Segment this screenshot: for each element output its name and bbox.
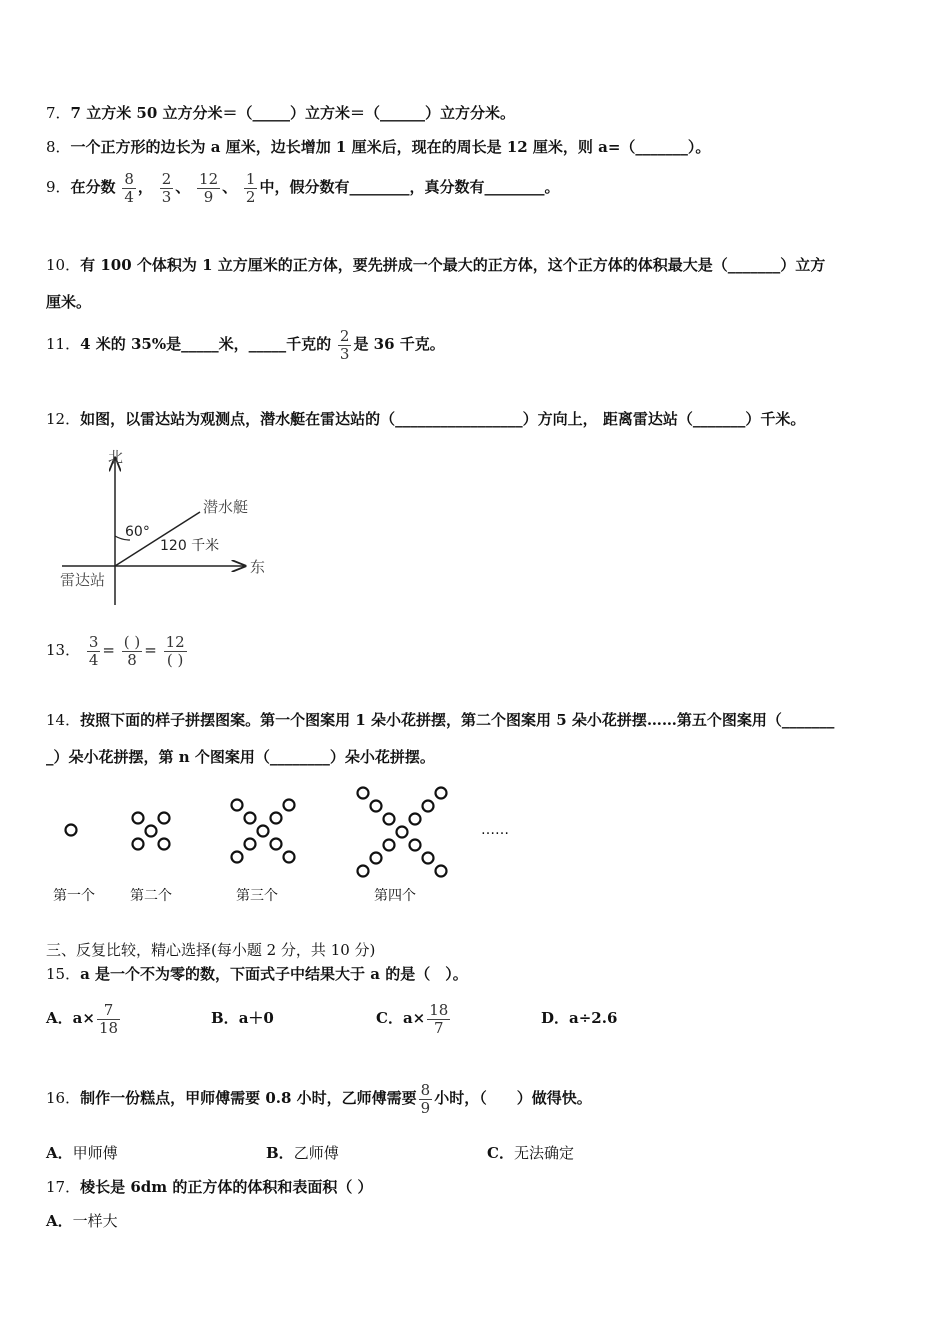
flower-patterns [50, 780, 530, 910]
fraction: $\frac{2}{3}$ [339, 326, 350, 363]
pattern-label: 第二个 [130, 888, 172, 904]
compass-diagram [50, 440, 280, 610]
flower-icon [133, 813, 144, 824]
question-text: 7 立方米 50 立方分米＝（_____）立方米＝（______）立方分米。 [70, 104, 516, 122]
option-a: A．甲师傅 [46, 1144, 118, 1162]
question-number: 8． [46, 138, 71, 156]
question-14 [46, 710, 834, 730]
question-10 [46, 255, 825, 275]
north-label: 北 [108, 448, 124, 466]
question-number: 10． [46, 256, 81, 274]
question-14-cont: _）朵小花拼摆，第 n 个图案用（________）朵小花拼摆。 [46, 748, 435, 766]
question-text: a 是一个不为零的数，下面式子中结果大于 a 的是（ ）。 [80, 965, 468, 983]
flower-icon [358, 866, 369, 877]
question-12 [46, 409, 805, 429]
option-a: A．a× $\frac{7}{18}$ [46, 1000, 119, 1037]
question-16 [46, 1078, 592, 1118]
pattern-label: 第三个 [236, 888, 278, 904]
flower-icon [371, 801, 382, 812]
option-d: D．a÷2.6 [541, 1009, 618, 1027]
fraction: $\frac{18}{7}$ [429, 1000, 449, 1037]
flower-icon [284, 800, 295, 811]
ellipsis: …… [481, 822, 509, 838]
question-9: 9．在分数 $\frac{8}{4}$ ， $\frac{2}{3}$ 、 $\frac{12}{9}$ 、 $\frac{1}{2}$ 中，假分数有________，真分数有________。 [46, 169, 560, 206]
question-11 [46, 325, 445, 363]
flower-icon [284, 852, 295, 863]
flower-icon [397, 827, 408, 838]
flower-icon [410, 840, 421, 851]
question-suffix: 小时，（ ）做得快。 [434, 1089, 592, 1107]
question-7 [46, 103, 515, 123]
section-title: 三、反复比较，精心选择(每小题 2 分，共 10 分) [46, 941, 376, 959]
flower-icon [245, 813, 256, 824]
flower-icon [384, 840, 395, 851]
option-a: A．一样大 [46, 1212, 118, 1230]
option-b: B．a＋0 [211, 1009, 274, 1027]
flower-icon [133, 839, 144, 850]
pattern-label: 第四个 [374, 888, 416, 904]
fraction: $\frac{2}{3}$ [161, 169, 172, 206]
fraction-blank: $\frac{( )}{8}$ [123, 632, 141, 669]
east-label: 东 [250, 558, 266, 576]
flower-icon [258, 826, 269, 837]
flower-icon [66, 825, 77, 836]
flower-icon [159, 813, 170, 824]
question-suffix: 中，假分数有________，真分数有________。 [259, 178, 560, 196]
angle-label: 60° [125, 524, 150, 540]
fraction-blank: $\frac{12}{( )}$ [165, 632, 185, 669]
pattern-label: 第一个 [53, 888, 95, 904]
fraction: $\frac{12}{9}$ [199, 169, 219, 206]
flower-icon [436, 866, 447, 877]
flower-icon [410, 814, 421, 825]
distance-label: 120 千米 [160, 538, 220, 554]
question-number: 17． [46, 1178, 81, 1196]
question-prefix: 制作一份糕点，甲师傅需要 0.8 小时，乙师傅需要 [80, 1089, 417, 1107]
station-label: 雷达站 [60, 571, 106, 589]
flower-icon [436, 788, 447, 799]
question-prefix: 4 米的 35%是_____米，_____千克的 [80, 335, 332, 353]
question-prefix: 在分数 [70, 178, 116, 196]
flower-icon [232, 852, 243, 863]
question-number: 13． [46, 641, 81, 659]
fraction: $\frac{7}{18}$ [98, 1000, 119, 1037]
question-number: 14． [46, 711, 81, 729]
question-text: 按照下面的样子拼摆图案。第一个图案用 1 朵小花拼摆，第二个图案用 5 朵小花拼摆……第五个图案用（_______ [80, 711, 835, 729]
flower-icon [232, 800, 243, 811]
flower-icon [423, 801, 434, 812]
question-text: 如图，以雷达站为观测点，潜水艇在雷达站的（_________________）方向上， 距离雷达站（_______）千米。 [80, 410, 806, 428]
flower-icon [423, 853, 434, 864]
flower-icon [159, 839, 170, 850]
question-text: 棱长是 6dm 的正方体的体积和表面积（ ） [80, 1178, 373, 1196]
question-13: 13． $\frac{3}{4}$ = $\frac{( )}{8}$ = $\frac{12}{( )}$ [46, 632, 185, 669]
flower-icon [146, 826, 157, 837]
question-number: 16． [46, 1089, 81, 1107]
option-b: B．乙师傅 [266, 1144, 339, 1162]
flower-icon [271, 839, 282, 850]
question-number: 12． [46, 410, 81, 428]
question-text: 有 100 个体积为 1 立方厘米的正方体，要先拼成一个最大的正方体，这个正方体的体积最大是（_______）立方 [80, 256, 826, 274]
question-number: 15． [46, 965, 81, 983]
question-text: 一个正方形的边长为 a 厘米，边长增加 1 厘米后，现在的周长是 12 厘米，则 a=（_______）。 [70, 138, 711, 156]
question-8 [46, 137, 710, 157]
option-c: C．a× $\frac{18}{7}$ [376, 1000, 449, 1037]
question-17 [46, 1177, 373, 1197]
fraction: $\frac{3}{4}$ [88, 632, 99, 669]
question-number: 9． [46, 178, 71, 196]
question-15 [46, 964, 468, 984]
option-c: C．无法确定 [487, 1144, 574, 1162]
submarine-label: 潜水艇 [203, 498, 249, 516]
question-10-cont: 厘米。 [46, 293, 92, 311]
question-number: 11． [46, 335, 81, 353]
fraction: $\frac{8}{4}$ [124, 169, 134, 206]
flower-icon [271, 813, 282, 824]
flower-icon [358, 788, 369, 799]
flower-icon [245, 839, 256, 850]
question-number: 7． [46, 104, 71, 122]
flower-icon [384, 814, 395, 825]
question-suffix: 是 36 千克。 [353, 335, 445, 353]
fraction: $\frac{8}{9}$ [420, 1080, 431, 1117]
flower-icon [371, 853, 382, 864]
fraction: $\frac{1}{2}$ [245, 169, 256, 206]
